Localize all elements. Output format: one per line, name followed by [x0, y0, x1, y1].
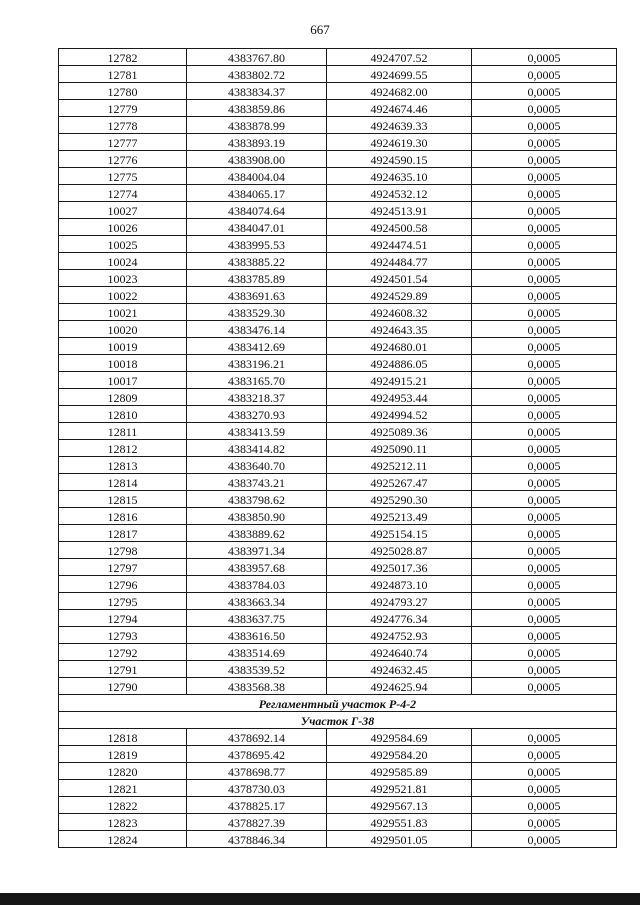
point-number-cell: 12815 — [59, 491, 187, 508]
value-cell: 0,0005 — [472, 814, 617, 831]
subsection-title: Участок Г-38 — [59, 712, 617, 729]
table-row — [59, 100, 617, 117]
value-cell: 0,0005 — [472, 321, 617, 338]
x-coordinate-cell: 4383850.90 — [187, 508, 327, 525]
point-number-cell: 12778 — [59, 117, 187, 134]
point-number-cell: 12814 — [59, 474, 187, 491]
point-number-cell: 10025 — [59, 236, 187, 253]
point-number-cell: 12781 — [59, 66, 187, 83]
point-number-cell: 12794 — [59, 610, 187, 627]
y-coordinate-cell: 4924873.10 — [327, 576, 472, 593]
x-coordinate-cell: 4383476.14 — [187, 321, 327, 338]
x-coordinate-cell: 4383413.59 — [187, 423, 327, 440]
x-coordinate-cell: 4383834.37 — [187, 83, 327, 100]
value-cell: 0,0005 — [472, 185, 617, 202]
point-number-cell: 12820 — [59, 763, 187, 780]
value-cell: 0,0005 — [472, 287, 617, 304]
value-cell: 0,0005 — [472, 491, 617, 508]
value-cell: 0,0005 — [472, 270, 617, 287]
point-number-cell: 12796 — [59, 576, 187, 593]
x-coordinate-cell: 4378827.39 — [187, 814, 327, 831]
point-number-cell: 12775 — [59, 168, 187, 185]
point-number-cell: 12776 — [59, 151, 187, 168]
x-coordinate-cell: 4383878.99 — [187, 117, 327, 134]
scan-bottom-edge — [0, 893, 640, 905]
table-row — [59, 763, 617, 780]
y-coordinate-cell: 4929501.05 — [327, 831, 472, 848]
point-number-cell: 10023 — [59, 270, 187, 287]
y-coordinate-cell: 4924643.35 — [327, 321, 472, 338]
x-coordinate-cell: 4383663.34 — [187, 593, 327, 610]
point-number-cell: 12817 — [59, 525, 187, 542]
x-coordinate-cell: 4383957.68 — [187, 559, 327, 576]
table-row — [59, 355, 617, 372]
y-coordinate-cell: 4924752.93 — [327, 627, 472, 644]
y-coordinate-cell: 4924953.44 — [327, 389, 472, 406]
x-coordinate-cell: 4383885.22 — [187, 253, 327, 270]
y-coordinate-cell: 4924915.21 — [327, 372, 472, 389]
y-coordinate-cell: 4924619.30 — [327, 134, 472, 151]
y-coordinate-cell: 4924474.51 — [327, 236, 472, 253]
x-coordinate-cell: 4383414.82 — [187, 440, 327, 457]
x-coordinate-cell: 4383893.19 — [187, 134, 327, 151]
table-row — [59, 559, 617, 576]
y-coordinate-cell: 4929584.20 — [327, 746, 472, 763]
x-coordinate-cell: 4383889.62 — [187, 525, 327, 542]
table-row — [59, 389, 617, 406]
x-coordinate-cell: 4383908.00 — [187, 151, 327, 168]
table-row — [59, 814, 617, 831]
table-row — [59, 831, 617, 848]
point-number-cell: 12811 — [59, 423, 187, 440]
value-cell: 0,0005 — [472, 576, 617, 593]
table-row — [59, 729, 617, 746]
y-coordinate-cell: 4929567.13 — [327, 797, 472, 814]
value-cell: 0,0005 — [472, 559, 617, 576]
x-coordinate-cell: 4383539.52 — [187, 661, 327, 678]
point-number-cell: 10017 — [59, 372, 187, 389]
point-number-cell: 12822 — [59, 797, 187, 814]
x-coordinate-cell: 4383691.63 — [187, 287, 327, 304]
table-row — [59, 661, 617, 678]
point-number-cell: 12812 — [59, 440, 187, 457]
point-number-cell: 12824 — [59, 831, 187, 848]
y-coordinate-cell: 4929584.69 — [327, 729, 472, 746]
x-coordinate-cell: 4383218.37 — [187, 389, 327, 406]
point-number-cell: 12791 — [59, 661, 187, 678]
x-coordinate-cell: 4383995.53 — [187, 236, 327, 253]
table-row — [59, 406, 617, 423]
value-cell: 0,0005 — [472, 542, 617, 559]
table-row — [59, 780, 617, 797]
table-body-part1 — [59, 49, 617, 695]
point-number-cell: 12823 — [59, 814, 187, 831]
value-cell: 0,0005 — [472, 253, 617, 270]
value-cell: 0,0005 — [472, 474, 617, 491]
x-coordinate-cell: 4378730.03 — [187, 780, 327, 797]
y-coordinate-cell: 4924632.45 — [327, 661, 472, 678]
table-row — [59, 219, 617, 236]
table-row — [59, 321, 617, 338]
value-cell: 0,0005 — [472, 729, 617, 746]
x-coordinate-cell: 4383514.69 — [187, 644, 327, 661]
point-number-cell: 12821 — [59, 780, 187, 797]
value-cell: 0,0005 — [472, 66, 617, 83]
table-row — [59, 457, 617, 474]
point-number-cell: 12809 — [59, 389, 187, 406]
table-row — [59, 678, 617, 695]
point-number-cell: 12819 — [59, 746, 187, 763]
y-coordinate-cell: 4924707.52 — [327, 49, 472, 66]
y-coordinate-cell: 4924674.46 — [327, 100, 472, 117]
x-coordinate-cell: 4378695.42 — [187, 746, 327, 763]
point-number-cell: 12790 — [59, 678, 187, 695]
x-coordinate-cell: 4383784.03 — [187, 576, 327, 593]
y-coordinate-cell: 4925028.87 — [327, 542, 472, 559]
table-row — [59, 236, 617, 253]
x-coordinate-cell: 4383767.80 — [187, 49, 327, 66]
point-number-cell: 10018 — [59, 355, 187, 372]
value-cell: 0,0005 — [472, 355, 617, 372]
y-coordinate-cell: 4924776.34 — [327, 610, 472, 627]
point-number-cell: 12798 — [59, 542, 187, 559]
table-body-part2 — [59, 729, 617, 848]
table-row — [59, 474, 617, 491]
table-row — [59, 525, 617, 542]
table-row — [59, 134, 617, 151]
point-number-cell: 12774 — [59, 185, 187, 202]
value-cell: 0,0005 — [472, 525, 617, 542]
y-coordinate-cell: 4924793.27 — [327, 593, 472, 610]
table-row — [59, 610, 617, 627]
value-cell: 0,0005 — [472, 338, 617, 355]
value-cell: 0,0005 — [472, 423, 617, 440]
x-coordinate-cell: 4378846.34 — [187, 831, 327, 848]
point-number-cell: 10024 — [59, 253, 187, 270]
value-cell: 0,0005 — [472, 100, 617, 117]
table-row — [59, 287, 617, 304]
value-cell: 0,0005 — [472, 610, 617, 627]
table-row — [59, 168, 617, 185]
x-coordinate-cell: 4383640.70 — [187, 457, 327, 474]
table-row — [59, 576, 617, 593]
y-coordinate-cell: 4924513.91 — [327, 202, 472, 219]
x-coordinate-cell: 4383165.70 — [187, 372, 327, 389]
y-coordinate-cell: 4924682.00 — [327, 83, 472, 100]
table-row — [59, 372, 617, 389]
value-cell: 0,0005 — [472, 831, 617, 848]
value-cell: 0,0005 — [472, 440, 617, 457]
x-coordinate-cell: 4378825.17 — [187, 797, 327, 814]
y-coordinate-cell: 4924532.12 — [327, 185, 472, 202]
table-row — [59, 202, 617, 219]
y-coordinate-cell: 4929551.83 — [327, 814, 472, 831]
section-title: Регламентный участок Р-4-2 — [59, 695, 617, 712]
table-row — [59, 338, 617, 355]
y-coordinate-cell: 4924608.32 — [327, 304, 472, 321]
point-number-cell: 12797 — [59, 559, 187, 576]
y-coordinate-cell: 4924680.01 — [327, 338, 472, 355]
table-row — [59, 83, 617, 100]
point-number-cell: 10019 — [59, 338, 187, 355]
x-coordinate-cell: 4383798.62 — [187, 491, 327, 508]
table-row — [59, 797, 617, 814]
value-cell: 0,0005 — [472, 134, 617, 151]
y-coordinate-cell: 4924994.52 — [327, 406, 472, 423]
y-coordinate-cell: 4924699.55 — [327, 66, 472, 83]
x-coordinate-cell: 4383859.86 — [187, 100, 327, 117]
y-coordinate-cell: 4929585.89 — [327, 763, 472, 780]
value-cell: 0,0005 — [472, 168, 617, 185]
value-cell: 0,0005 — [472, 644, 617, 661]
value-cell: 0,0005 — [472, 236, 617, 253]
point-number-cell: 10020 — [59, 321, 187, 338]
x-coordinate-cell: 4383412.69 — [187, 338, 327, 355]
x-coordinate-cell: 4384004.04 — [187, 168, 327, 185]
point-number-cell: 10026 — [59, 219, 187, 236]
x-coordinate-cell: 4378698.77 — [187, 763, 327, 780]
point-number-cell: 12818 — [59, 729, 187, 746]
table-row — [59, 304, 617, 321]
page-number: 667 — [310, 22, 330, 37]
x-coordinate-cell: 4383270.93 — [187, 406, 327, 423]
y-coordinate-cell: 4924590.15 — [327, 151, 472, 168]
y-coordinate-cell: 4925089.36 — [327, 423, 472, 440]
x-coordinate-cell: 4384074.64 — [187, 202, 327, 219]
point-number-cell: 12782 — [59, 49, 187, 66]
x-coordinate-cell: 4383529.30 — [187, 304, 327, 321]
section-row — [59, 695, 617, 712]
table-row — [59, 491, 617, 508]
value-cell: 0,0005 — [472, 797, 617, 814]
y-coordinate-cell: 4924529.89 — [327, 287, 472, 304]
table-row — [59, 542, 617, 559]
value-cell: 0,0005 — [472, 219, 617, 236]
y-coordinate-cell: 4924886.05 — [327, 355, 472, 372]
point-number-cell: 12777 — [59, 134, 187, 151]
x-coordinate-cell: 4384047.01 — [187, 219, 327, 236]
y-coordinate-cell: 4924640.74 — [327, 644, 472, 661]
x-coordinate-cell: 4383785.89 — [187, 270, 327, 287]
point-number-cell: 12792 — [59, 644, 187, 661]
y-coordinate-cell: 4929521.81 — [327, 780, 472, 797]
table-row — [59, 593, 617, 610]
coordinates-table — [58, 48, 617, 848]
point-number-cell: 12816 — [59, 508, 187, 525]
x-coordinate-cell: 4383743.21 — [187, 474, 327, 491]
value-cell: 0,0005 — [472, 49, 617, 66]
table-row — [59, 440, 617, 457]
y-coordinate-cell: 4925267.47 — [327, 474, 472, 491]
table-section-headers — [59, 695, 617, 729]
point-number-cell: 10021 — [59, 304, 187, 321]
value-cell: 0,0005 — [472, 406, 617, 423]
y-coordinate-cell: 4925017.36 — [327, 559, 472, 576]
table-row — [59, 117, 617, 134]
point-number-cell: 12779 — [59, 100, 187, 117]
y-coordinate-cell: 4924625.94 — [327, 678, 472, 695]
point-number-cell: 12813 — [59, 457, 187, 474]
value-cell: 0,0005 — [472, 593, 617, 610]
table-row — [59, 423, 617, 440]
point-number-cell: 10027 — [59, 202, 187, 219]
table-row — [59, 746, 617, 763]
value-cell: 0,0005 — [472, 746, 617, 763]
table-row — [59, 270, 617, 287]
table-row — [59, 66, 617, 83]
value-cell: 0,0005 — [472, 508, 617, 525]
point-number-cell: 12793 — [59, 627, 187, 644]
value-cell: 0,0005 — [472, 627, 617, 644]
value-cell: 0,0005 — [472, 304, 617, 321]
x-coordinate-cell: 4383196.21 — [187, 355, 327, 372]
x-coordinate-cell: 4383568.38 — [187, 678, 327, 695]
point-number-cell: 12810 — [59, 406, 187, 423]
value-cell: 0,0005 — [472, 202, 617, 219]
value-cell: 0,0005 — [472, 389, 617, 406]
table-row — [59, 151, 617, 168]
table-row — [59, 508, 617, 525]
value-cell: 0,0005 — [472, 117, 617, 134]
y-coordinate-cell: 4924501.54 — [327, 270, 472, 287]
y-coordinate-cell: 4925212.11 — [327, 457, 472, 474]
point-number-cell: 10022 — [59, 287, 187, 304]
value-cell: 0,0005 — [472, 661, 617, 678]
y-coordinate-cell: 4924500.58 — [327, 219, 472, 236]
table-row — [59, 644, 617, 661]
value-cell: 0,0005 — [472, 457, 617, 474]
table-row — [59, 49, 617, 66]
y-coordinate-cell: 4924484.77 — [327, 253, 472, 270]
y-coordinate-cell: 4924639.33 — [327, 117, 472, 134]
table-row — [59, 253, 617, 270]
y-coordinate-cell: 4925154.15 — [327, 525, 472, 542]
x-coordinate-cell: 4384065.17 — [187, 185, 327, 202]
value-cell: 0,0005 — [472, 780, 617, 797]
subsection-row — [59, 712, 617, 729]
y-coordinate-cell: 4924635.10 — [327, 168, 472, 185]
value-cell: 0,0005 — [472, 372, 617, 389]
x-coordinate-cell: 4378692.14 — [187, 729, 327, 746]
x-coordinate-cell: 4383616.50 — [187, 627, 327, 644]
x-coordinate-cell: 4383971.34 — [187, 542, 327, 559]
x-coordinate-cell: 4383637.75 — [187, 610, 327, 627]
point-number-cell: 12795 — [59, 593, 187, 610]
value-cell: 0,0005 — [472, 83, 617, 100]
y-coordinate-cell: 4925213.49 — [327, 508, 472, 525]
value-cell: 0,0005 — [472, 678, 617, 695]
x-coordinate-cell: 4383802.72 — [187, 66, 327, 83]
value-cell: 0,0005 — [472, 763, 617, 780]
point-number-cell: 12780 — [59, 83, 187, 100]
table-row — [59, 627, 617, 644]
y-coordinate-cell: 4925090.11 — [327, 440, 472, 457]
y-coordinate-cell: 4925290.30 — [327, 491, 472, 508]
value-cell: 0,0005 — [472, 151, 617, 168]
table-row — [59, 185, 617, 202]
